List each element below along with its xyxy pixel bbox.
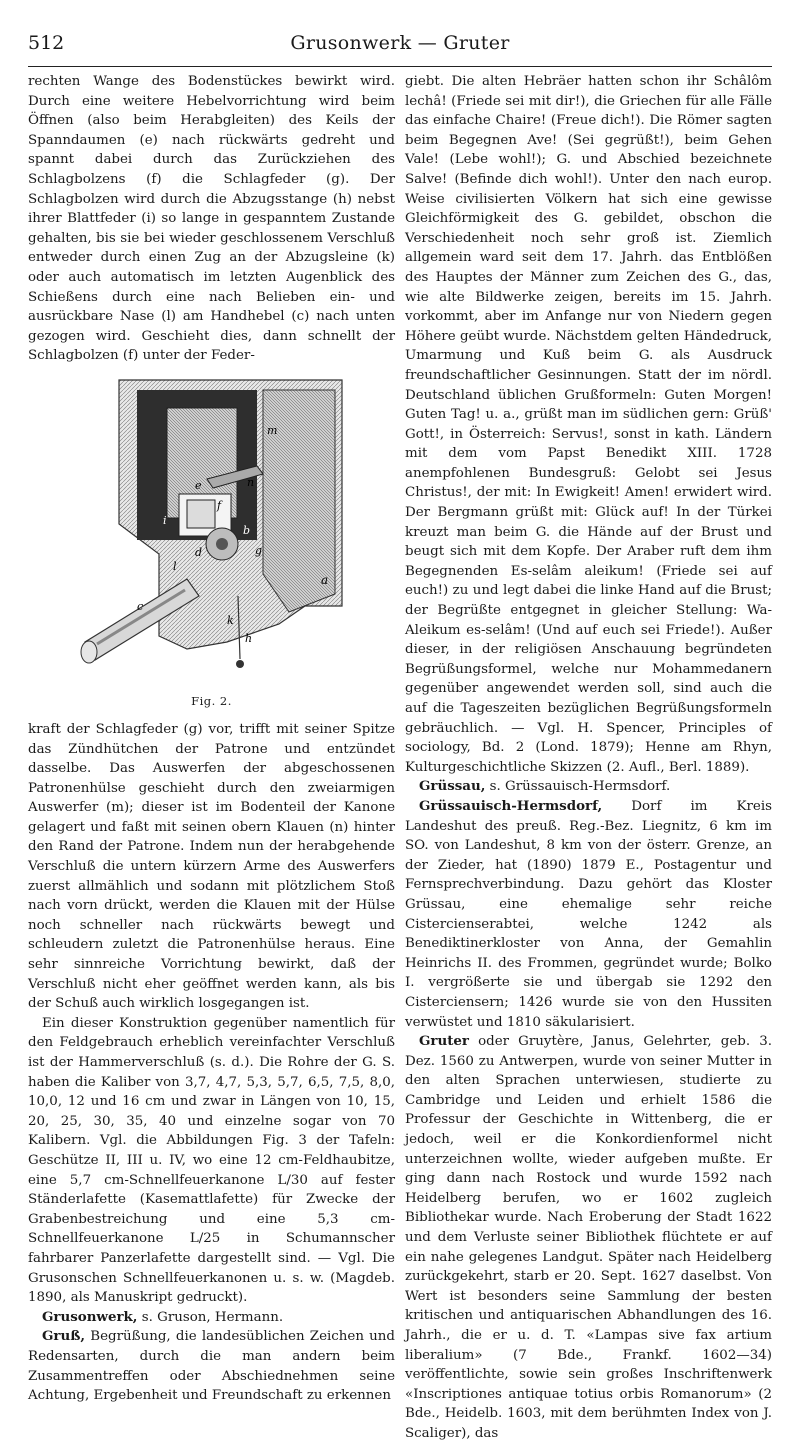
label-l: l (172, 559, 177, 573)
label-i: i (162, 513, 167, 527)
label-f: f (216, 498, 221, 512)
right-column (405, 72, 772, 1441)
entry-headword: Grusonwerk, (42, 1308, 138, 1325)
entry-headword: Grüssauisch-Hermsdorf, (419, 797, 603, 814)
page-number: 512 (28, 32, 65, 54)
label-h: h (244, 631, 252, 645)
entry-gruessauisch-hermsdorf (405, 797, 772, 1032)
paragraph: rechten Wange des Bodenstückes bewirkt wird. Durch eine weitere Hebelvorrichtung wird beim Öffnen (also beim Herabgleiten) des Keils der Spanndaumen (e) nach rückwärts gedreht und spannt dabei durch das Zurückziehen des Schlagbolzens (f) die Schlagfeder (g). Der Schlagbolzen wird durch die Abzugsstange (h) nebst ihrer Blattfeder (i) so lange in gespanntem Zustande gehalten, bis sie bei wieder geschlossenem Verschluß entweder durch einen Zug an der Abzugsleine (k) oder auch automatisch im letzten Augenblick des Schießens durch eine nach Belieben ein- und ausrückbare Nase (l) am Handhebel (c) nach unten gezogen wird. Geschieht dies, dann schnellt der Schlagbolzen (f) unter der Feder- (28, 74, 395, 364)
running-title: Grusonwerk — Gruter (290, 32, 510, 54)
paragraph: Ein dieser Konstruktion gegenüber namentlich für den Feldgebrauch erheblich vereinfachter Verschluß ist der Hammerverschluß (s. d.). Die Rohre der G. S. haben die Kaliber von 3,7, 4,7, 5,3, 5,7, 6,5, 7,5, 8,0, 10,0, 12 und 16 cm und zwar in Längen von 10, 15, 20, 25, 30, 35, 40 und einzelne sogar von 70 Kalibern. Vgl. die Abbildungen Fig. 3 der Tafeln: Geschütze II, III u. IV, wo eine 12 cm-Feldhaubitze, eine 5,7 cm-Schnellfeuerkanone L/30 auf fester Ständerlafette (Kasemattlafette) für Zwecke der Grabenbestreichung und eine 5,3 cm-Schnellfeuerkanone L/25 in Schumannscher fahrbarer Panzerlafette dargestellt sind. — Vgl. Die Grusonschen Schnellfeuerkanonen u. s. w. (Magdeb. 1890, als Manuskript gedruckt). (28, 1015, 395, 1306)
label-g: g (254, 543, 262, 557)
entry-text: oder Gruytère, Janus, Gelehrter, geb. 3. Dez. 1560 zu Antwerpen, wurde von seiner Mutter in den alten Sprachen unterwiesen, studierte zu Cambridge und Leiden und erhielt 1586 die Professur der Geschichte in Wittenberg, die er jedoch, weil er die Konkordienformel nicht unterzeichnen wollte, wieder aufgeben mußte. Er ging dann nach Rostock und wurde 1592 nach Heidelberg berufen, wo er 1602 zugleich Bibliothekar wurde. Nach Eroberung der Stadt 1622 und dem Verluste seiner Bibliothek flüchtete er auf ein nahe gelegenes Landgut. Später nach Heidelberg zurückgekehrt, starb er 20. Sept. 1627 daselbst. Von Wert ist besonders seine Sammlung der besten kritischen und antiquarischen Abhandlungen des 16. Jahrh., die er u. d. T. «Lampas sive fax artium liberalium» (7 Bde., Frankf. 1602—34) veröffentlichte, sowie sein großes Inschriftenwerk «Inscriptiones antiquae totius orbis Romanorum» (2 Bde., Heidelb. 1603, mit dem berühmten Index von J. Scaliger), das (405, 1034, 772, 1441)
entry-text: Begrüßung, die landesüblichen Zeichen und Redensarten, durch die man andern beim Zusammentreffen oder Abschiednehmen seine Achtung, Ergebenheit und Freundschaft zu erkennen (28, 1329, 395, 1404)
breech-illustration (67, 374, 357, 714)
entry-gruessau (405, 777, 772, 797)
label-d: d (194, 545, 202, 559)
entry-text: s. Grüssauisch-Hermsdorf. (485, 779, 671, 795)
label-c: c (136, 599, 143, 613)
entry-headword: Gruter (419, 1033, 469, 1050)
left-column (28, 72, 395, 1404)
entry-headword: Gruß, (42, 1328, 86, 1345)
entry-text: Dorf im Kreis Landeshut des preuß. Reg.-Bez. Liegnitz, 6 km im SO. von Landeshut, 8 km von der österr. Grenze, an der Zieder, hat (1890) 1879 E., Postagentur und Fernsprechverbindung. Dazu gehört das Kloster Grüssau, eine ehemalige sehr reiche Cistercienserabtei, welche 1242 als Benediktinerkloster von Anna, der Gemahlin Heinrichs II. des Frommen, gegründet wurde; Bolko I. vergrößerte sie und übergab sie 1292 den Cisterciensern; 1426 wurde sie von den Hussiten verwüstet und 1810 säkularisiert. (405, 798, 772, 1030)
header-rule (28, 66, 772, 67)
entry-gruter (405, 1032, 772, 1443)
entry-grusonwerk (28, 1308, 395, 1328)
figure-caption: Fig. 2. (191, 694, 232, 709)
label-a: a (320, 572, 328, 587)
label-m: m (266, 423, 277, 437)
entry-gruss (28, 1327, 395, 1405)
paragraph: giebt. Die alten Hebräer hatten schon ihr Schâlôm lechâ! (Friede sei mit dir!), die Griechen für alle Fälle das einfache Chaire! (Freue dich!). Die Römer sagten beim Begegnen Ave! (Sei gegrüßt!), beim Gehen Vale! (Lebe wohl!); G. und Abschied bezeichnete Salve! (Befinde dich wohl!). Unter den nach europ. Weise civilisierten Völkern hat sich eine gewisse Gleichförmigkeit des G. gebildet, obschon die Verschiedenheit noch sehr groß ist. Ziemlich allgemein ward seit dem 17. Jahrh. das Entblößen des Hauptes der Männer zum Zeichen des G., das, wie alte Bildwerke zeigen, bereits im 15. Jahrh. vorkommt, aber im Anfange nur von Niedern gegen Höhere geübt wurde. Nächstdem gelten Händedruck, Umarmung und Kuß beim G. als Ausdruck freundschaftlicher Gesinnungen. Statt der im nördl. Deutschland üblichen Grußformeln: Guten Morgen! Guten Tag! u. a., grüßt man im südlichen gern: Grüß' Gott!, in Österreich: Servus!, sonst in kath. Ländern mit dem vom Papst Benedikt XIII. 1728 anempfohlenen Bundesgruß: Gelobt sei Jesus Christus!, der mit: In Ewigkeit! Amen! erwidert wird. Der Bergmann grüßt mit: Glück auf! In der Türkei kreuzt man beim G. die Hände auf der Brust und beugt sich mit dem Kopfe. Der Araber ruft dem ihm Begegnenden Es-selâm aleikum! (Friede sei auf euch!) zu und legt dabei die linke Hand auf die Brust; der Begrüßte entgegnet in gleicher Stellung: Wa-Aleikum es-selâm! (Und auf euch sei Friede!). Außer dieser, in der religiösen Anschauung begründeten Begrüßungsformel, welche nur Mohammedanern gegenüber angewendet werden soll, sind auch die auf die Tageszeiten bezüglichen Begrüßungsformeln gebräuchlich. — Vgl. H. Spencer, Principles of sociology, Bd. 2 (Lond. 1879); Henne am Rhyn, Kulturgeschichtliche Skizzen (2. Aufl., Berl. 1889). (405, 74, 772, 775)
paragraph: kraft der Schlagfeder (g) vor, trifft mit seiner Spitze das Zündhütchen der Patrone und entzündet dasselbe. Das Auswerfen der abgeschossenen Patronenhülse geschieht durch den zweiarmigen Auswerfer (m); dieser ist im Bodenteil der Kanone gelagert und faßt mit seinen obern Klauen (n) hinter den Rand der Patrone. Indem nun der herabgehende Verschluß die untern kürzern Arme des Auswerfers zuerst allmählich und sodann mit plötzlichem Stoß nach vorn drückt, werden die Klauen mit der Hülse noch schneller nach rückwärts bewegt und schleudern zuletzt die Patronenhülse heraus. Eine sehr sinnreiche Vorrichtung bewirkt, daß der Verschluß nicht eher geöffnet werden kann, als bis der Schuß auch wirklich losgegangen ist. (28, 721, 395, 1012)
label-e: e (194, 478, 202, 492)
entry-headword: Grüssau, (419, 778, 486, 795)
label-k: k (226, 613, 234, 627)
page-header (28, 30, 772, 56)
label-n: n (246, 475, 254, 489)
entry-text: s. Gruson, Hermann. (137, 1309, 284, 1325)
figure-breech-mechanism (67, 374, 357, 714)
label-b: b (242, 523, 250, 537)
